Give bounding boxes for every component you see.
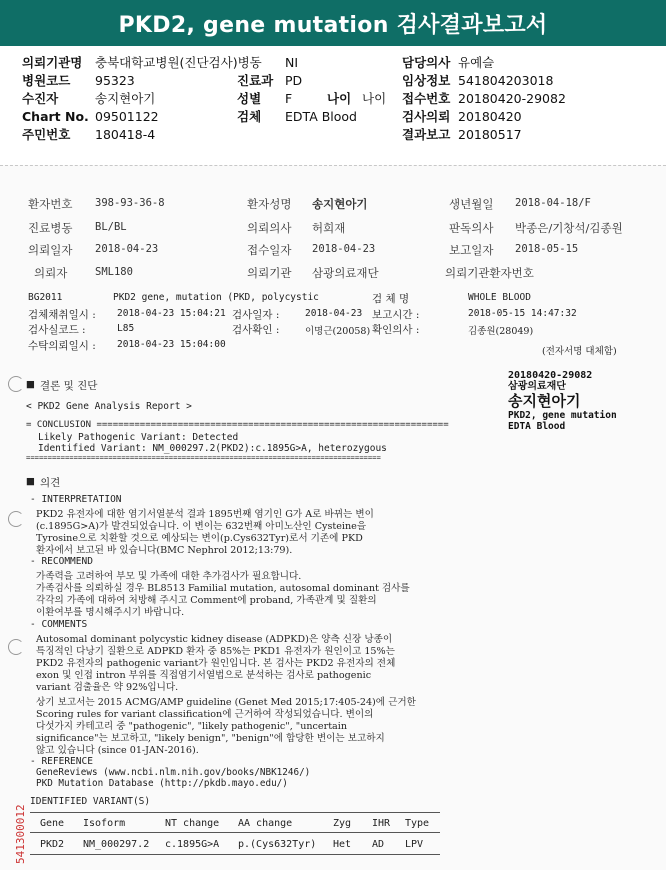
request-value: 20180420: [458, 109, 522, 124]
conclusion-line: Likely Pathogenic Variant: Detected: [38, 432, 239, 443]
requester-value: SML180: [95, 266, 133, 278]
comments-line: PKD2 유전자의 pathogenic variant가 원인입니다. 본 검사는 PKD2 유전자의 전체: [36, 658, 396, 669]
stamp-number: 20180420-29082: [508, 370, 593, 381]
confirm-label: 검사확인 :: [232, 324, 280, 336]
comments-line: variant 검출율은 약 92%입니다.: [36, 682, 179, 693]
sex-value: F: [285, 91, 293, 106]
table-cell: p.(Cys632Tyr): [238, 839, 317, 850]
clinical-value: 541804203018: [458, 73, 554, 88]
conclusion-line: Identified Variant: NM_000297.2(PKD2):c.1895G>A, heterozygous: [38, 443, 387, 454]
interpretation-line: Tyrosine으로 치환할 것으로 예상되는 변이(p.Cys632Tyr)로서 기존에 PKD: [36, 533, 363, 544]
specimen-stamp: [508, 370, 658, 432]
comments-line: exon 및 인접 intron 부위를 직접염기서열법으로 분석하는 검사로 pathogenic: [36, 670, 372, 681]
dept-value: PD: [285, 73, 303, 88]
inst-pt-label: 의뢰기관환자번호: [445, 266, 534, 280]
id-label: 주민번호: [22, 127, 71, 142]
test-name: PKD2 gene, mutation (PKD, polycystic: [113, 292, 319, 303]
hospital-value: 충북대학교병원(진단검사)병동: [95, 55, 262, 70]
table-header-cell: Zyg: [333, 818, 352, 829]
doctor-label: 담당의사: [402, 55, 451, 70]
patient-value: 송지현아기: [95, 91, 156, 106]
patient-label: 수진자: [22, 91, 59, 106]
doctor-value: 유예슬: [458, 55, 495, 70]
confirm-value: 이명근(20058): [305, 326, 371, 337]
table-header-cell: Type: [405, 818, 430, 829]
patient-no-value: 398-93-36-8: [95, 197, 165, 209]
patient-no-label: 환자번호: [28, 197, 73, 211]
reference-line: GeneReviews (www.ncbi.nlm.nih.gov/books/NBK1246/): [36, 767, 311, 778]
interpretation-line: PKD2 유전자에 대한 염기서열분석 결과 1895번째 염기인 G가 A로 바뀌는 변이: [36, 509, 374, 520]
reference-heading: - REFERENCE: [30, 756, 93, 767]
table-header-cell: NT change: [165, 818, 220, 829]
req-doc-value: 허희재: [312, 221, 346, 235]
room-label: 검사실코드 :: [28, 324, 86, 336]
comments-line: 않고 있습니다 (since 01-JAN-2016).: [36, 745, 199, 756]
recommend-line: 가족력을 고려하여 부모 및 가족에 대한 추가검사가 필요합니다.: [36, 571, 302, 582]
inst-value: 삼광의료재단: [312, 266, 379, 280]
comments-line: Autosomal dominant polycystic kidney disease (ADPKD)은 양측 신장 낭종이: [36, 634, 393, 645]
ward-value: NI: [285, 55, 299, 70]
table-cell: LPV: [405, 839, 424, 850]
opinion-heading: 의견: [40, 477, 61, 489]
table-header-cell: IHR: [372, 818, 391, 829]
requester-label: 의뢰자: [34, 266, 68, 280]
rec-date-label: 접수일자: [247, 243, 292, 257]
dob-value: 2018-04-18/F: [515, 197, 591, 209]
age-label: 나이: [327, 91, 352, 106]
reptime-value: 2018-05-15 14:47:32: [468, 308, 577, 319]
table-rule: [30, 812, 440, 813]
table-cell: AD: [372, 839, 385, 850]
consign-label: 수탁의뢰일시 :: [28, 340, 96, 352]
reptime-label: 보고시간 :: [372, 309, 420, 321]
square-bullet: ■: [26, 476, 35, 487]
recommend-heading: - RECOMMEND: [30, 556, 93, 567]
chart-label: Chart No.: [22, 109, 89, 124]
table-header-cell: Isoform: [83, 818, 126, 829]
clinical-label: 임상정보: [402, 73, 451, 88]
report-label: 결과보고: [402, 127, 451, 142]
table-header-cell: AA change: [238, 818, 293, 829]
code-label: 병원코드: [22, 73, 71, 88]
ward-value-scan: BL/BL: [95, 221, 127, 233]
reference-line: PKD Mutation Database (http://pkdb.mayo.edu/): [36, 778, 288, 789]
collect-value: 2018-04-23 15:04:21: [117, 308, 226, 319]
confirmdoc-label: 확인의사 :: [372, 324, 420, 336]
room-value: L85: [117, 323, 135, 334]
stamp-name: 송지현아기: [508, 392, 581, 410]
stamp-org: 삼광의료재단: [508, 381, 566, 392]
chart-value: 09501122: [95, 109, 159, 124]
stamp-test: PKD2, gene mutation: [508, 410, 617, 421]
result-heading: 결론 및 진단: [40, 380, 98, 392]
specimen-label: 검체: [237, 109, 262, 124]
recommend-line: 각각의 가족에 대하여 처방해 주시고 Comment에 proband, 가족관계 및 질환의: [36, 595, 377, 606]
req-date-value: 2018-04-23: [95, 243, 159, 255]
age-value: 나이: [362, 91, 387, 106]
table-cell: Het: [333, 839, 352, 850]
testdate-label: 검사일자 :: [232, 309, 280, 321]
table-rule: [30, 854, 440, 855]
ward-label: 진료병동: [28, 221, 73, 235]
dob-label: 생년월일: [449, 197, 494, 211]
table-header-cell: Gene: [40, 818, 65, 829]
comments-line: 특징적인 다낭기 질환으로 ADPKD 환자 중 85%는 PKD1 유전자가 원인이고 15%는: [36, 646, 395, 657]
spec-value: WHOLE BLOOD: [468, 292, 531, 303]
collect-label: 검체채취일시 :: [28, 309, 96, 321]
testdate-value: 2018-04-23: [305, 308, 363, 319]
code-value: 95323: [95, 73, 135, 88]
dept-label: 진료과: [237, 73, 274, 88]
req-date-label: 의뢰일자: [28, 243, 73, 257]
table-cell: c.1895G>A: [165, 839, 220, 850]
report-date-value: 20180517: [458, 127, 522, 142]
read-doc-value: 박종은/기창석/김종원: [515, 221, 623, 235]
hospital-label: 의뢰기관명: [22, 55, 83, 70]
id-value: 180418-4: [95, 127, 156, 142]
table-rule: [30, 832, 440, 833]
recommend-line: 가족검사를 의뢰하실 경우 BL8513 Familial mutation, autosomal dominant 검사를: [36, 583, 410, 594]
rec-date-value: 2018-04-23: [312, 243, 376, 255]
interpretation-heading: - INTERPRETATION: [30, 494, 122, 505]
receipt-label: 접수번호: [402, 91, 451, 106]
report-title: PKD2, gene mutation 검사결과보고서: [0, 0, 666, 46]
variant-heading: IDENTIFIED VARIANT(S): [30, 796, 151, 807]
binder-ring: [8, 376, 24, 392]
sex-label: 성별: [237, 91, 262, 106]
recommend-line: 이환여부를 명시해주시기 바랍니다.: [36, 607, 185, 618]
square-bullet: ■: [26, 379, 35, 390]
inst-label: 의뢰기관: [247, 266, 292, 280]
name-value: 송지현아기: [312, 197, 368, 211]
comments-line: 상기 보고서는 2015 ACMG/AMP guideline (Genet Med 2015;17:405-24)에 근거한: [36, 697, 416, 708]
esign-note: (전자서명 대체함): [542, 346, 617, 357]
name-label: 환자성명: [247, 197, 292, 211]
test-code: BG2011: [28, 292, 63, 303]
binder-ring: [8, 639, 24, 655]
consign-value: 2018-04-23 15:04:00: [117, 339, 226, 350]
divider-rule: ==================================================================================: [26, 453, 381, 462]
spec-label: 검 체 명: [372, 293, 410, 305]
table-cell: NM_000297.2: [83, 839, 150, 850]
report-heading: < PKD2 Gene Analysis Report >: [26, 401, 192, 412]
interpretation-line: (c.1895G>A)가 발견되었습니다. 이 변이는 632번째 아미노산인 Cysteine을: [36, 521, 367, 532]
stamp-specimen: EDTA Blood: [508, 421, 566, 432]
specimen-value: EDTA Blood: [285, 109, 357, 124]
req-doc-label: 의뢰의사: [247, 221, 292, 235]
comments-line: 다섯가지 카테고리 중 "pathogenic", "likely pathogenic", "uncertain: [36, 721, 348, 732]
comments-line: significance"는 보고하고, "likely benign", "benign"에 합당한 변이는 보고하지: [36, 733, 385, 744]
rep-date-value: 2018-05-15: [515, 243, 579, 255]
interpretation-line: 환자에서 보고된 바 있습니다(BMC Nephrol 2012;13:79).: [36, 545, 293, 556]
scanned-report: [0, 165, 666, 870]
request-label: 검사의뢰: [402, 109, 451, 124]
side-barcode-number: 541300012: [14, 804, 27, 864]
comments-heading: - COMMENTS: [30, 619, 88, 630]
confirmdoc-value: 김종원(28049): [468, 326, 534, 337]
table-cell: PKD2: [40, 839, 65, 850]
binder-ring: [8, 511, 24, 527]
conclusion-heading: = CONCLUSION =================================================================: [26, 420, 449, 430]
rep-date-label: 보고일자: [449, 243, 494, 257]
comments-line: Scoring rules for variant classification에 근거하여 작성되었습니다. 변이의: [36, 709, 374, 720]
read-doc-label: 판독의사: [449, 221, 494, 235]
receipt-value: 20180420-29082: [458, 91, 566, 106]
